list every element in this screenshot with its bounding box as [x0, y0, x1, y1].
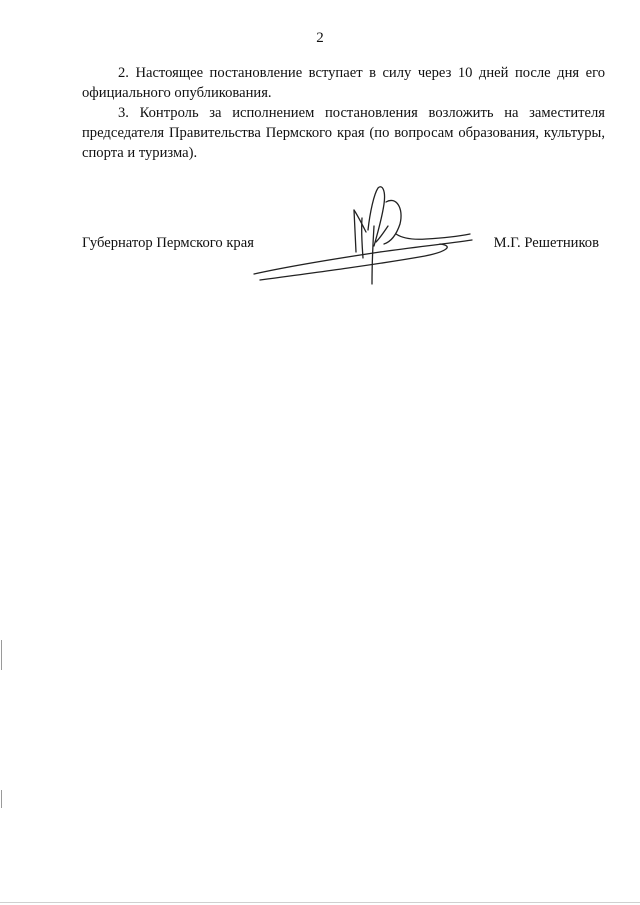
paragraph-entry-into-force: 2. Настоящее постановление вступает в силу через 10 дней после дня его официального опубликования. [82, 65, 605, 101]
handwritten-signature [250, 172, 490, 287]
page-number: 2 [316, 30, 324, 46]
signer-title: Губернатор Пермского края [82, 235, 254, 251]
scan-edge-mark [1, 790, 2, 808]
paragraph-control-assignment: 3. Контроль за исполнением постановления возложить на заместителя председателя Правительства Пермского края (по вопросам образования, культуры, спорта и туризма). [82, 105, 605, 161]
scan-bottom-line [0, 902, 640, 903]
scan-edge-mark [1, 640, 2, 670]
signer-name: М.Г. Решетников [493, 235, 599, 251]
